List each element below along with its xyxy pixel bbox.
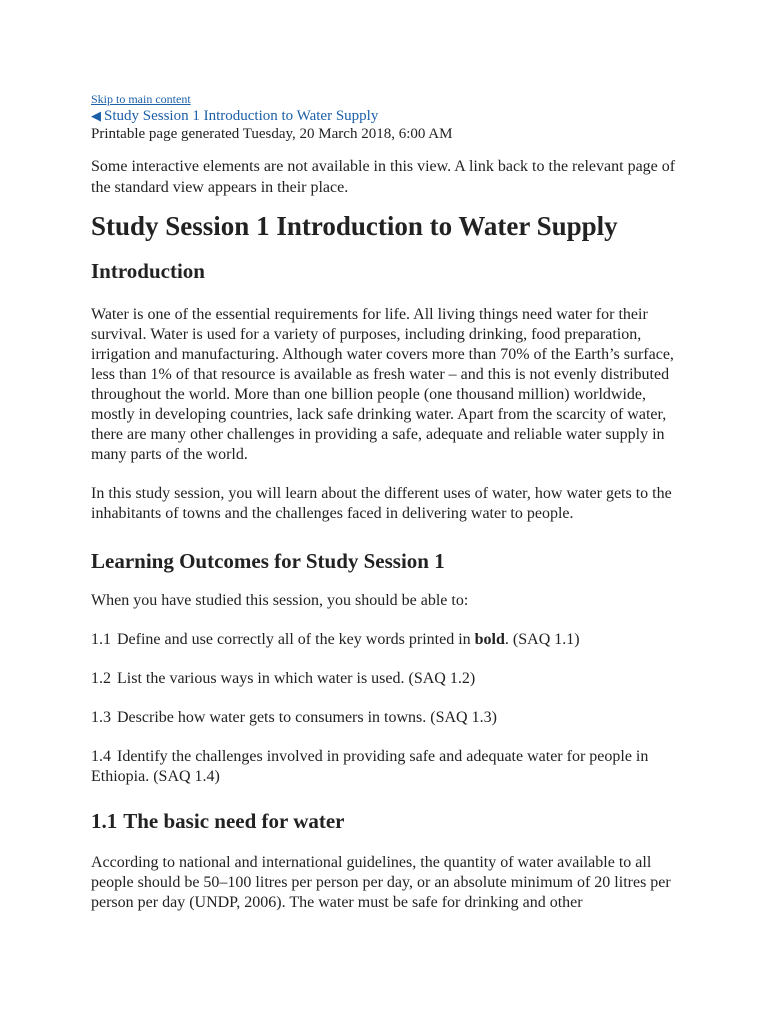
outcome-number: 1.4 (91, 748, 111, 765)
outcome-text: Identify the challenges involved in providing safe and adequate water for people in Ethiopia. (SAQ 1.4) (91, 748, 649, 785)
outcome-number: 1.1 (91, 631, 111, 648)
learning-outcome-1-4 (91, 747, 691, 787)
introduction-paragraph-1: Water is one of the essential requirements for life. All living things need water for their survival. Water is used for a variety of purposes, including drinking, food preparation, irrigation and manufacturing. Although water covers more than 70% of the Earth’s surface, less than 1% of that resource is available as fresh water – and this is not evenly distributed throughout the world. More than one billion people (one thousand million) worldwide, mostly in developing countries, lack safe drinking water. Apart from the scarcity of water, there are many other challenges in providing a safe, adequate and reliable water supply in many parts of the world. (91, 306, 674, 463)
printable-generated-text: Printable page generated Tuesday, 20 March 2018, 6:00 AM (91, 126, 453, 142)
section-1-1-heading (91, 808, 691, 835)
document-page (91, 92, 691, 913)
learning-outcomes-heading: Learning Outcomes for Study Session 1 (91, 549, 445, 573)
skip-to-main-link[interactable]: Skip to main content (91, 92, 191, 106)
back-link[interactable] (91, 107, 691, 125)
learning-outcome-1-2 (91, 669, 691, 689)
outcome-number: 1.3 (91, 709, 111, 726)
outcome-text-before: Define and use correctly all of the key words printed in (117, 631, 475, 648)
outcome-text: List the various ways in which water is used. (SAQ 1.2) (117, 670, 476, 687)
interactive-notice: Some interactive elements are not available in this view. A link back to the relevant page of the standard view appears in their place. (91, 158, 676, 196)
section-number: 1.1 (91, 809, 118, 833)
introduction-heading: Introduction (91, 259, 205, 283)
outcome-text: Describe how water gets to consumers in towns. (SAQ 1.3) (117, 709, 497, 726)
outcome-bold-word: bold (474, 631, 505, 648)
learning-outcomes-intro: When you have studied this session, you should be able to: (91, 592, 469, 609)
introduction-paragraph-2: In this study session, you will learn about the different uses of water, how water gets to the inhabitants of towns and the challenges faced in delivering water to people. (91, 485, 672, 522)
learning-outcome-1-3 (91, 708, 691, 728)
back-arrow-icon: ◀ (91, 108, 101, 123)
page-title: Study Session 1 Introduction to Water Supply (91, 211, 618, 241)
section-title: The basic need for water (123, 809, 345, 833)
back-link-label: Study Session 1 Introduction to Water Supply (104, 108, 379, 124)
section-1-1-paragraph: According to national and international guidelines, the quantity of water available to all people should be 50–100 litres per person per day, or an absolute minimum of 20 litres per person per day (UNDP, 2006). The water must be safe for drinking and other (91, 854, 671, 911)
outcome-text-after: . (SAQ 1.1) (504, 631, 580, 648)
learning-outcome-1-1 (91, 630, 691, 650)
outcome-number: 1.2 (91, 670, 111, 687)
